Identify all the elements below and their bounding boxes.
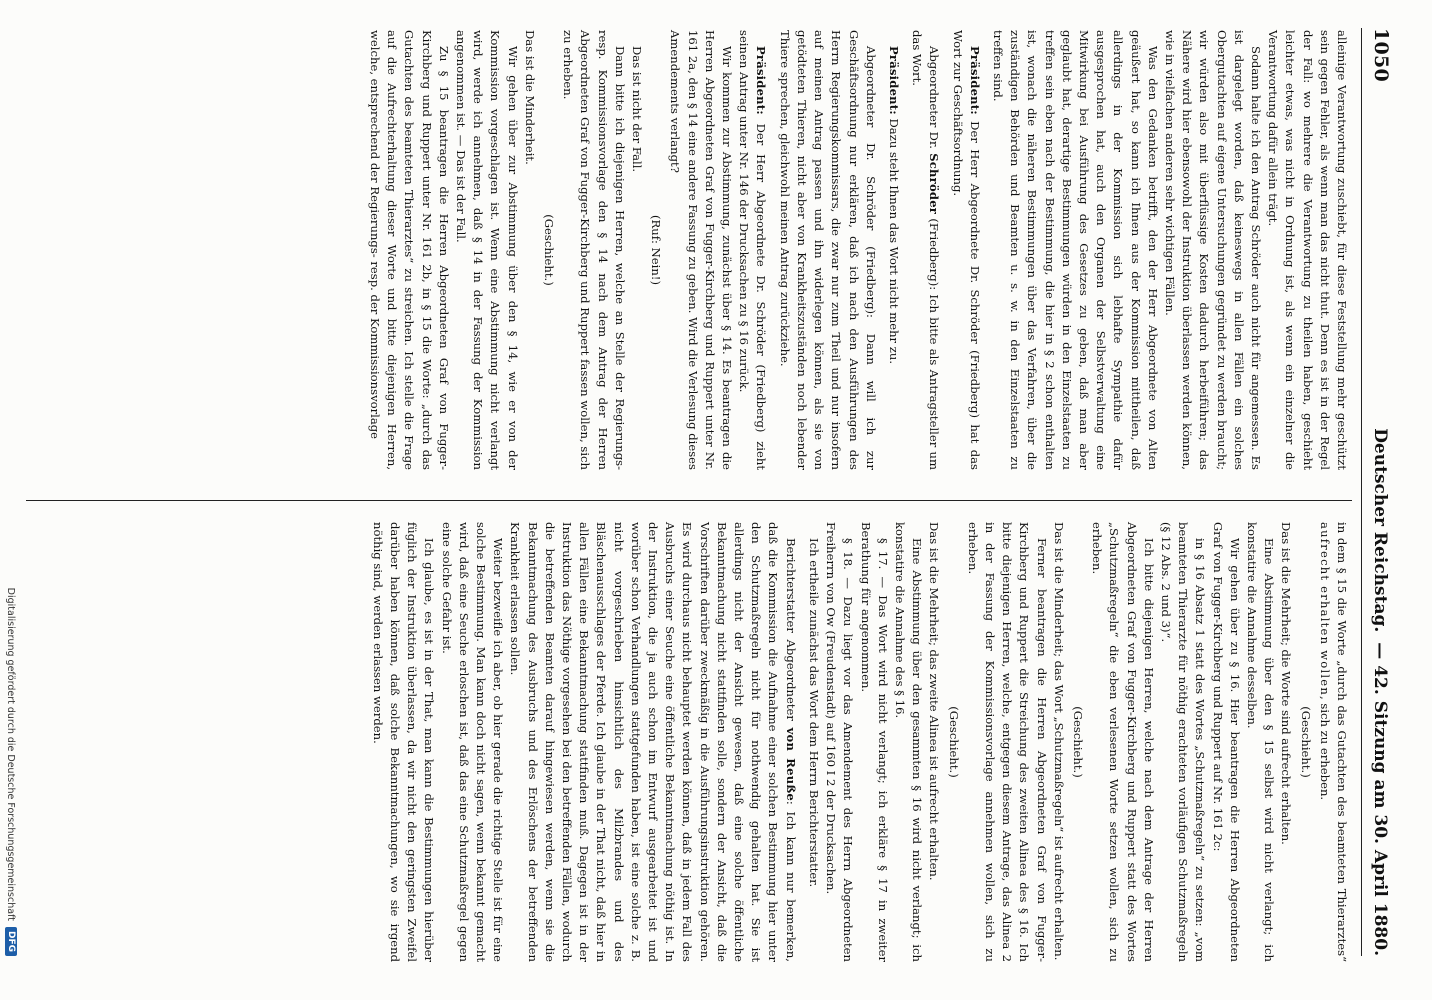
dfg-logo: DFG bbox=[5, 927, 17, 956]
stage-direction: (Geschieht.) bbox=[1070, 706, 1085, 778]
session-title: — 42. Sitzung am 30. April 1880. bbox=[1370, 642, 1390, 956]
digitization-credit bbox=[2, 28, 20, 956]
paragraph: Ich glaube, es ist in der That, man kann die Bestimmungen hierüber füglich der Instruktion überlassen, da wir nicht den geringsten Zweifel darüber haben können, daß solche Bekanntmachungen, wo sie irgend nöthig sind, werden erlassen werden. bbox=[370, 522, 437, 962]
paragraph: Das ist die Mehrheit; die Worte sind aufrecht erhalten. bbox=[1279, 522, 1294, 845]
stage-direction: (Ruf: Nein!) bbox=[649, 215, 664, 285]
paragraph: Berichterstatter Abgeordneter von Reuße: Ich kann nur bemerken, daß die Kommission die Aufnahme einer solchen Bestimmung hier unter den Schutzmaßregeln nicht für nothwendig gehalten hat. Sie ist allerdings nicht der Ansicht gewesen, daß eine solche öffentliche Bekanntmachung nicht stattfinden solle, sondern der Ansicht, daß die Vorschriften darüber zweckmäßig in die Ausführungsinstruktion gehören. Es wird durchaus nicht behauptet werden können, daß in jedem Fall des Ausbruchs einer Seuche eine öffentliche Bekanntmachung nöthig ist. In der Instruktion, die ja auch schon im Entwurf ausgearbeitet ist und worüber schon Verhandlungen stattgefunden haben, ist eine solche z. B. nicht vorgeschrieben hinsichtlich des Milzbrandes und des Bläschenausschlages der Pferde. Ich glaube in der That nicht, daß hier in allen Fällen eine Bekanntmachung stattfinden muß. Dagegen ist in der Instruktion das Nöthige vorgesehen bei den betreffenden Fällen, wodurch die betreffenden Beamten darauf hingewiesen werden, wenn sie die Bekanntmachung des Ausbruchs und des Erlöschens der betreffenden Krankheit erlassen sollen. bbox=[508, 522, 798, 962]
paragraph: Sodann halte ich den Antrag Schröder auch nicht für angemessen. Es ist dargelegt worden, daß keineswegs in allen Fällen ein solches Obergutachten auf eigene Untersuchungen gegründet zu werden braucht; wir würden also mit überflüssige Kosten dadurch herbeiführen; das Nähere wird hier ebensowohl der Instruktion überlassen werden können, wie in vielfachen anderen sehr wichtigen Fällen. bbox=[1162, 30, 1263, 470]
paragraph: Weiter bezweifle ich aber, ob hier gerade die richtige Stelle ist für eine solche Bestimmung. Man kann doch nicht sagen, wenn bekannt gemacht wird, daß eine Seuche erloschen ist, daß das eine Schutzmaßregel gegen eine solche Gefahr ist. bbox=[439, 522, 506, 962]
paragraph: Das ist die Mehrheit; das zweite Alinea ist aufrecht erhalten. bbox=[927, 522, 942, 881]
left-column bbox=[366, 30, 1350, 470]
paragraph: Das ist die Minderheit. bbox=[522, 30, 537, 165]
paragraph: Ferner beantragen die Herren Abgeordneten Graf von Fugger-Kirchberg und Ruppert die Streichung des zweiten Alinea des § 16. Ich bitte diejenigen Herren, welche, entgegen diesem Antrage, das Alinea 2 in der Fassung der Kommissionsvorlage annehmen wollen, sich zu erheben. bbox=[965, 522, 1049, 962]
paragraph: Präsident: Dazu steht Ihnen das Wort nicht mehr zu. bbox=[886, 46, 901, 365]
stage-direction: (Geschieht.) bbox=[542, 214, 557, 286]
paragraph: Das ist die Minderheit; das Wort „Schutzmaßregeln“ ist aufrecht erhalten. bbox=[1051, 522, 1066, 961]
right-column bbox=[369, 522, 1350, 962]
page-number: 1050 bbox=[1370, 28, 1392, 83]
paragraph: in § 16 Absatz 1 statt des Wortes „Schutzmaßregeln“ zu setzen: „vom beamteten Thierarzte für nöthig erachteten vorläufigen Schutzmaßregeln (§ 12 Abs. 2 und 3)“. bbox=[1158, 522, 1208, 962]
stage-direction: (Geschieht.) bbox=[946, 706, 961, 778]
paragraph: Eine Abstimmung über den § 15 selbst wird nicht verlangt; ich konstatire die Annahme desselben. bbox=[1244, 522, 1277, 962]
paragraph: Abgeordneter Dr. Schröder (Friedberg): Dann will ich zur Geschäftsordnung nur erklären, daß ich nach den Ausführungen des Herrn Regierungskommissars, die zwar nur zum Theil und nur insofern auf meinen Antrag passen und ihn widerlegen können, als sie von getödteten Thieren, nicht aber von Krankheitszuständen noch lebender Thiere sprechen, gleichwohl meinen Antrag zurückziehe. bbox=[777, 30, 878, 470]
paragraph: alleinige Verantwortung zuschiebt, für diese Feststellung mehr geschützt sein gegen Fehler, als wenn man das nicht thut. Denn es ist in der Regel der Fall: wo mehrere die Verantwortung zu theilen haben, geschieht leichter etwas, was nicht in Ordnung ist, als wenn ein einzelner die Verantwortung dafür allein trägt. bbox=[1266, 30, 1349, 470]
paragraph: Eine Abstimmung über den gesammten § 16 wird nicht verlangt; ich konstatire die Annahme des § 16. bbox=[892, 522, 925, 962]
paragraph: Zu § 15 beantragen die Herren Abgeordneten Graf von Fugger-Kirchberg und Ruppert unter Nr. 161 2b, in § 15 die Worte: „durch das Gutachten des beamteten Thierarztes“ zu streichen. Ich stelle die Frage auf die Aufrechterhaltung dieser Worte und bitte diejenigen Herren, welche, entsprechend der Regierungs- resp. der Kommissionsvorlage bbox=[368, 30, 451, 470]
paragraph: Was den Gedanken betrifft, den der Herr Abgeordnete von Alten geäußert hat, so kann ich Ihnen aus der Kommission mittheilen, daß allerdings in der Kommission sich lebhafte Sympathie dafür ausgesprochen hat, auch den Organen der Selbstverwaltung eine Mitwirkung bei Ausführung des Gesetzes zu geben, daß man aber geglaubt hat, derartige Bestimmungen würden in den Einzelstaaten zu treffen sein eben nach der Bestimmung, die hier in § 2 schon enthalten ist, wonach die näheren Bestimmungen über das Verfahren, über die zuständigen Behörden und Beamten u. s. w. in den Einzelstaaten zu treffen sind. bbox=[990, 30, 1160, 470]
paragraph: Wir kommen zur Abstimmung, zunächst über § 14. Es beantragen die Herren Abgeordneten Graf von Fugger-Kirchberg und Ruppert unter Nr. 161 2a, den § 14 eine andere Fassung zu geben. Wird die Verlesung dieses Amendements verlangt? bbox=[668, 30, 735, 470]
paragraph: Präsident: Der Herr Abgeordnete Dr. Schröder (Friedberg) zieht seinen Antrag unter Nr. 146 der Drucksachen zu § 16 zurück. bbox=[737, 30, 769, 470]
paragraph: Wir gehen über zu § 16. Hier beantragen die Herren Abgeordneten Graf von Fugger-Kirchberg und Ruppert auf Nr. 161 2c: bbox=[1210, 522, 1242, 962]
credit-text: Digitalisierung gefördert durch die Deutsche Forschungsgemeinschaft bbox=[5, 587, 17, 921]
paragraph: § 17. — Das Wort wird nicht verlangt; ich erkläre § 17 in zweiter Berathung für angenommen. bbox=[858, 522, 890, 962]
paragraph: Abgeordneter Dr. Schröder (Friedberg): Ich bitte als Antragsteller um das Wort. bbox=[910, 30, 942, 470]
paragraph: Dann bitte ich diejenigen Herren, welche an Stelle der Regierungs- resp. Kommissionsvorlage den § 14 nach dem Antrag der Herren Abgeordneten Graf von Fugger-Kirchberg und Ruppert fassen wollen, sich zu erheben. bbox=[561, 30, 627, 470]
paragraph: Wir gehen über zur Abstimmung über den § 14, wie er von der Kommission vorgeschlagen ist. Wenn eine Abstimmung nicht verlangt wird, werde ich annehmen, daß § 14 in der Fassung der Kommission angenommen ist. — Das ist der Fall. bbox=[454, 30, 520, 470]
journal-title: Deutscher Reichstag. bbox=[1370, 428, 1390, 633]
paragraph: Präsident: Der Herr Abgeordnete Dr. Schröder (Friedberg) hat das Wort zur Geschäftsordnung. bbox=[950, 30, 982, 470]
paragraph: Das ist nicht der Fall. bbox=[630, 46, 645, 173]
paragraph: § 18. — Dazu liegt vor das Amendement des Herrn Abgeordneten Freiherrn von Ow (Freudenstadt) auf 160 I 2 der Drucksachen. bbox=[824, 522, 856, 962]
column-divider bbox=[26, 500, 1352, 501]
paragraph: Ich bitte diejenigen Herren, welche nach dem Antrage der Herren Abgeordneten Graf von Fugger-Kirchberg und Ruppert statt des Wortes „Schutzmaßregeln“ die eben verlesenen Worte setzen wollen, sich zu erheben. bbox=[1090, 522, 1156, 962]
running-header bbox=[1361, 28, 1392, 956]
paragraph: in dem § 15 die Worte „durch das Gutachten des beamteten Thierarztes“ aufrecht erhalten wollen, sich zu erheben. bbox=[1317, 522, 1349, 962]
stage-direction: (Geschieht.) bbox=[1298, 706, 1313, 778]
paragraph: Ich ertheile zunächst das Wort dem Herrn Berichterstatter. bbox=[806, 538, 821, 888]
